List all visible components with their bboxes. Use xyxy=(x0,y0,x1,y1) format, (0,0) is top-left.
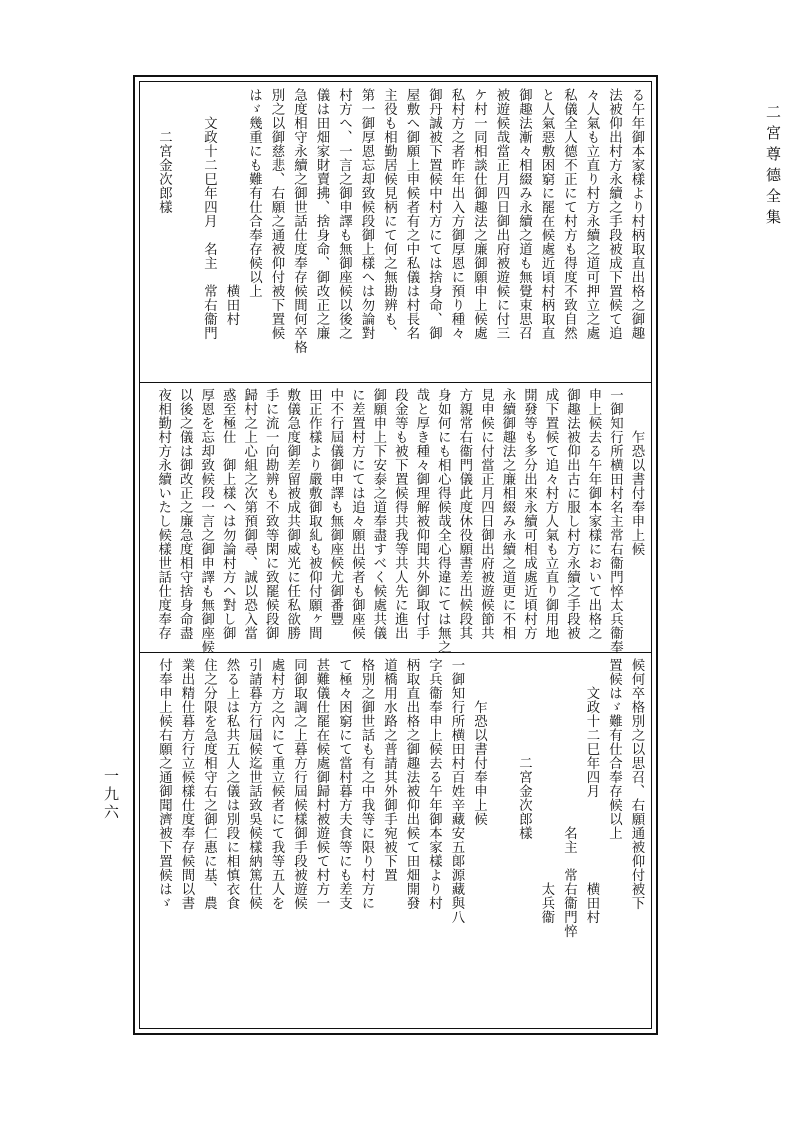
text-column: 太兵衞 xyxy=(539,658,554,924)
text-column: 敷儀急度御差留被成共御威光に任私欲勝 xyxy=(284,388,300,640)
text-column: 法被仰出村方永續之手段被成下置候て追 xyxy=(606,88,622,340)
text-column: 候何卒格別之以思召、右願通被仰付被下 xyxy=(629,658,644,910)
text-column: 成下置候て追々村方人氣も立直り御用地 xyxy=(542,388,558,640)
text-column: 文政十二巳年四月 名主 常右衞門 xyxy=(201,88,217,340)
text-column: 同御取調之上暮方行屆候樣御手段被遊候 xyxy=(291,658,307,910)
text-column: る午年御本家樣より村柄取直出格之御趣 xyxy=(629,88,644,340)
text-column: 付奉申上候右願之通御聞濟被下置候はゞ xyxy=(156,658,172,910)
text-column: 以後之儀は御改正之廉急度相守捨身命盡 xyxy=(177,388,193,640)
text-column: 一御知行所横田村名主常右衞門悴太兵衞奉 xyxy=(607,388,623,654)
text-column: 然る上は私共五人之儀は別段に相慎衣食 xyxy=(224,658,239,910)
text-column: 別之以御慈悲、右願之通被仰付被下置候 xyxy=(269,88,284,340)
text-column: 御願申上下安泰之道奉盡すべく候處共儀 xyxy=(370,388,386,640)
text-column: 主役も相勤居候見柄にて何之無勘辨も、 xyxy=(381,88,397,340)
text-column: 私儀全人德不正にて村方も得度不致自然 xyxy=(561,88,577,340)
text-column: 名主 常右衞門悴 xyxy=(561,658,577,938)
text-column: 村方へ、一言之御申譯も無御座候以後之 xyxy=(336,88,352,340)
text-column: 夜相勤村方永續いたし候樣世話仕度奉存 xyxy=(155,388,171,640)
text-column: 處村方之內にて重立候者にて我等五人を xyxy=(269,658,284,910)
text-column: 置候はゞ難有仕合奉存候以上 xyxy=(606,658,622,840)
text-column: 格別之御世話も有之中我等に限り村方に xyxy=(359,658,374,910)
text-column: ケ村一同相談仕御趣法之廉御願申上候處 xyxy=(471,88,487,340)
text-column: 哉と厚き種々御理解被仰聞共外御取付手 xyxy=(413,388,429,640)
text-column: 引請暮方行屆候迄世話致吳候樣納篤仕候 xyxy=(246,658,262,910)
text-column: 厚恩を忘却致候段一言之御申譯も無御座候 xyxy=(198,388,214,654)
section-1 xyxy=(148,88,643,376)
text-column: 第一御厚恩忘却致候段御上樣へは勿論對 xyxy=(359,88,374,340)
text-column: 私村方之者昨年出入方御厚恩に預り種々 xyxy=(449,88,464,340)
text-column: 一御知行所横田村百姓辛藏安五郞源藏與八 xyxy=(449,658,464,924)
text-column: はゞ幾重にも難有仕合奉存候以上 xyxy=(246,88,262,298)
text-column xyxy=(486,658,509,1028)
text-column: 中不行屆儀御申譯も無御座候尤御番豐 xyxy=(327,388,343,626)
text-column: 急度相守永續之御世話仕度奉存候間何卒格 xyxy=(291,88,307,354)
text-column: 儀は田畑家財賣拂、捨身命、御改正之廉 xyxy=(314,88,329,340)
text-column: 住之分限を急度相守右之御仁惠に基、農 xyxy=(201,658,217,910)
text-column: 開發等も多分出來永續可相成處近頃村方 xyxy=(521,388,537,640)
text-column: 御丹誠被下置候中村方にては捨身命、御 xyxy=(426,88,442,340)
text-column: 柄取直出格之御趣法被仰出候て田畑開發 xyxy=(404,658,419,910)
text-column: 御趣法漸々相綴み永續之道も無覺束思召 xyxy=(516,88,532,340)
text-column: 田正作樣より嚴敷御取糺も被仰付願ヶ間 xyxy=(306,388,322,640)
text-column: 方親常右衞門儀此度休役願書差出候段其 xyxy=(456,388,472,640)
text-column: 手に流一向勘辨も不致等閑に致罷候段御 xyxy=(263,388,279,640)
inner-frame xyxy=(139,81,652,1029)
text-column: 々人氣も立直り村方永續之道可押立之處 xyxy=(584,88,599,340)
text-column: 屋敷へ御願上申候者有之中私儀は村長名 xyxy=(404,88,419,340)
text-column: 乍恐以書付奉申上候 xyxy=(471,658,487,826)
text-column: 申上候去る午年御本家樣において出格之 xyxy=(585,388,601,640)
text-column xyxy=(171,88,194,376)
page-number: 一九六 xyxy=(102,768,120,822)
text-column: 業出精仕暮方行立候樣仕度奉存候間以書 xyxy=(179,658,194,910)
text-column: 二宮金次郎樣 xyxy=(156,88,172,214)
text-column: と人氣惡敷困窮に罷在候處近頃村柄取直 xyxy=(539,88,554,340)
section-divider-1 xyxy=(140,382,651,383)
text-column: 永續御趣法之廉相綴み永續之道更に不相 xyxy=(499,388,515,640)
page-frame xyxy=(133,75,658,1035)
text-column: 甚難儀仕罷在候處御歸村被遊候て村方一 xyxy=(314,658,329,910)
text-column: 字兵衞奉申上候去る午年御本家樣より村 xyxy=(426,658,442,910)
text-column: 身如何にも相心得候哉全心得違にては無之 xyxy=(435,388,451,654)
section-2 xyxy=(148,388,644,654)
text-column: て極々困窮にて當村暮方夫食等にも差支 xyxy=(336,658,352,910)
text-column: 二宮金次郎樣 xyxy=(516,658,532,840)
text-column: 惑至極仕 御上樣へは勿論村方へ對し御 xyxy=(220,388,236,640)
text-column: 歸村之上心組之次第預御尋、誠以恐入當 xyxy=(241,388,257,640)
section-divider-2 xyxy=(140,652,651,653)
text-column: 御趣法被仰出古に服し村方永續之手段被 xyxy=(564,388,580,640)
running-header: 二宮尊德全集 xyxy=(764,104,782,230)
text-column: 道橋用水路之普請其外御手宛被下置 xyxy=(381,658,397,882)
text-column: 段金等も被下置候得共我等共人先に進出 xyxy=(392,388,408,640)
text-column: に差置村方にては追々願出候者も御座候 xyxy=(349,388,365,640)
section-3 xyxy=(148,658,643,1028)
text-column: 被遊候哉當正月四日御出府被遊候に付三 xyxy=(494,88,509,340)
text-column: 見申候に付當正月四日御出府被遊候節共 xyxy=(478,388,494,640)
text-column: 文政十二巳年四月 横田村 xyxy=(584,658,599,924)
text-column: 乍恐以書付奉申上候 xyxy=(629,388,644,556)
text-column: 横田村 xyxy=(224,88,239,326)
